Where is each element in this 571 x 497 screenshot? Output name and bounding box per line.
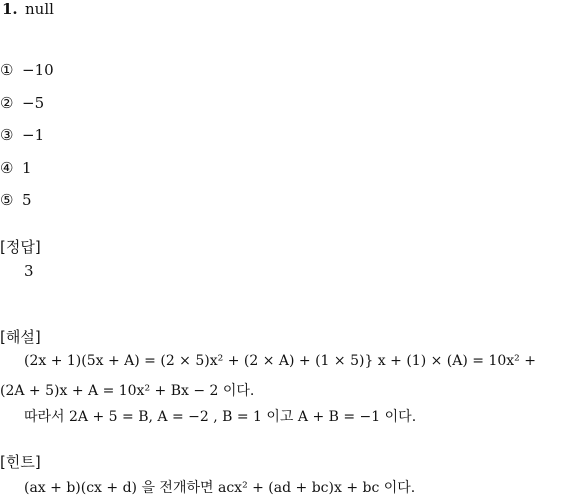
- explanation-line-1: (2x + 1)(5x + A) = (2 × 5)x² + (2 × A) + (1 × 5)} x + (1) × (A) = 10x² +: [24, 353, 536, 369]
- hint-label: [힌트]: [0, 453, 41, 471]
- question-text: null: [25, 0, 54, 18]
- answer-value: 3: [24, 262, 34, 280]
- choice-5-value: 5: [22, 191, 32, 209]
- explanation-line-3: 따라서 2A + 5 = B, A = −2 , B = 1 이고 A + B = −1 이다.: [24, 409, 417, 425]
- choice-4-mark: ④: [0, 159, 14, 177]
- choice-1-value: −10: [22, 61, 54, 79]
- answer-label: [정답]: [0, 238, 41, 256]
- choice-1-mark: ①: [0, 61, 14, 79]
- hint-line-1: (ax + b)(cx + d) 을 전개하면 acx² + (ad + bc)x + bc 이다.: [24, 480, 416, 496]
- choice-5-mark: ⑤: [0, 191, 14, 209]
- explanation-line-2: (2A + 5)x + A = 10x² + Bx − 2 이다.: [0, 383, 255, 399]
- choice-3[interactable]: [0, 126, 44, 144]
- choice-4-value: 1: [22, 159, 32, 177]
- choice-2-mark: ②: [0, 94, 14, 112]
- choice-1[interactable]: [0, 61, 54, 79]
- explanation-label: [해설]: [0, 328, 41, 346]
- choice-2[interactable]: [0, 94, 44, 112]
- choice-4[interactable]: [0, 159, 32, 177]
- question-number: 1.: [2, 0, 18, 18]
- choice-3-value: −1: [22, 126, 45, 144]
- choice-3-mark: ③: [0, 126, 14, 144]
- choice-5[interactable]: [0, 191, 32, 209]
- choice-2-value: −5: [22, 94, 45, 112]
